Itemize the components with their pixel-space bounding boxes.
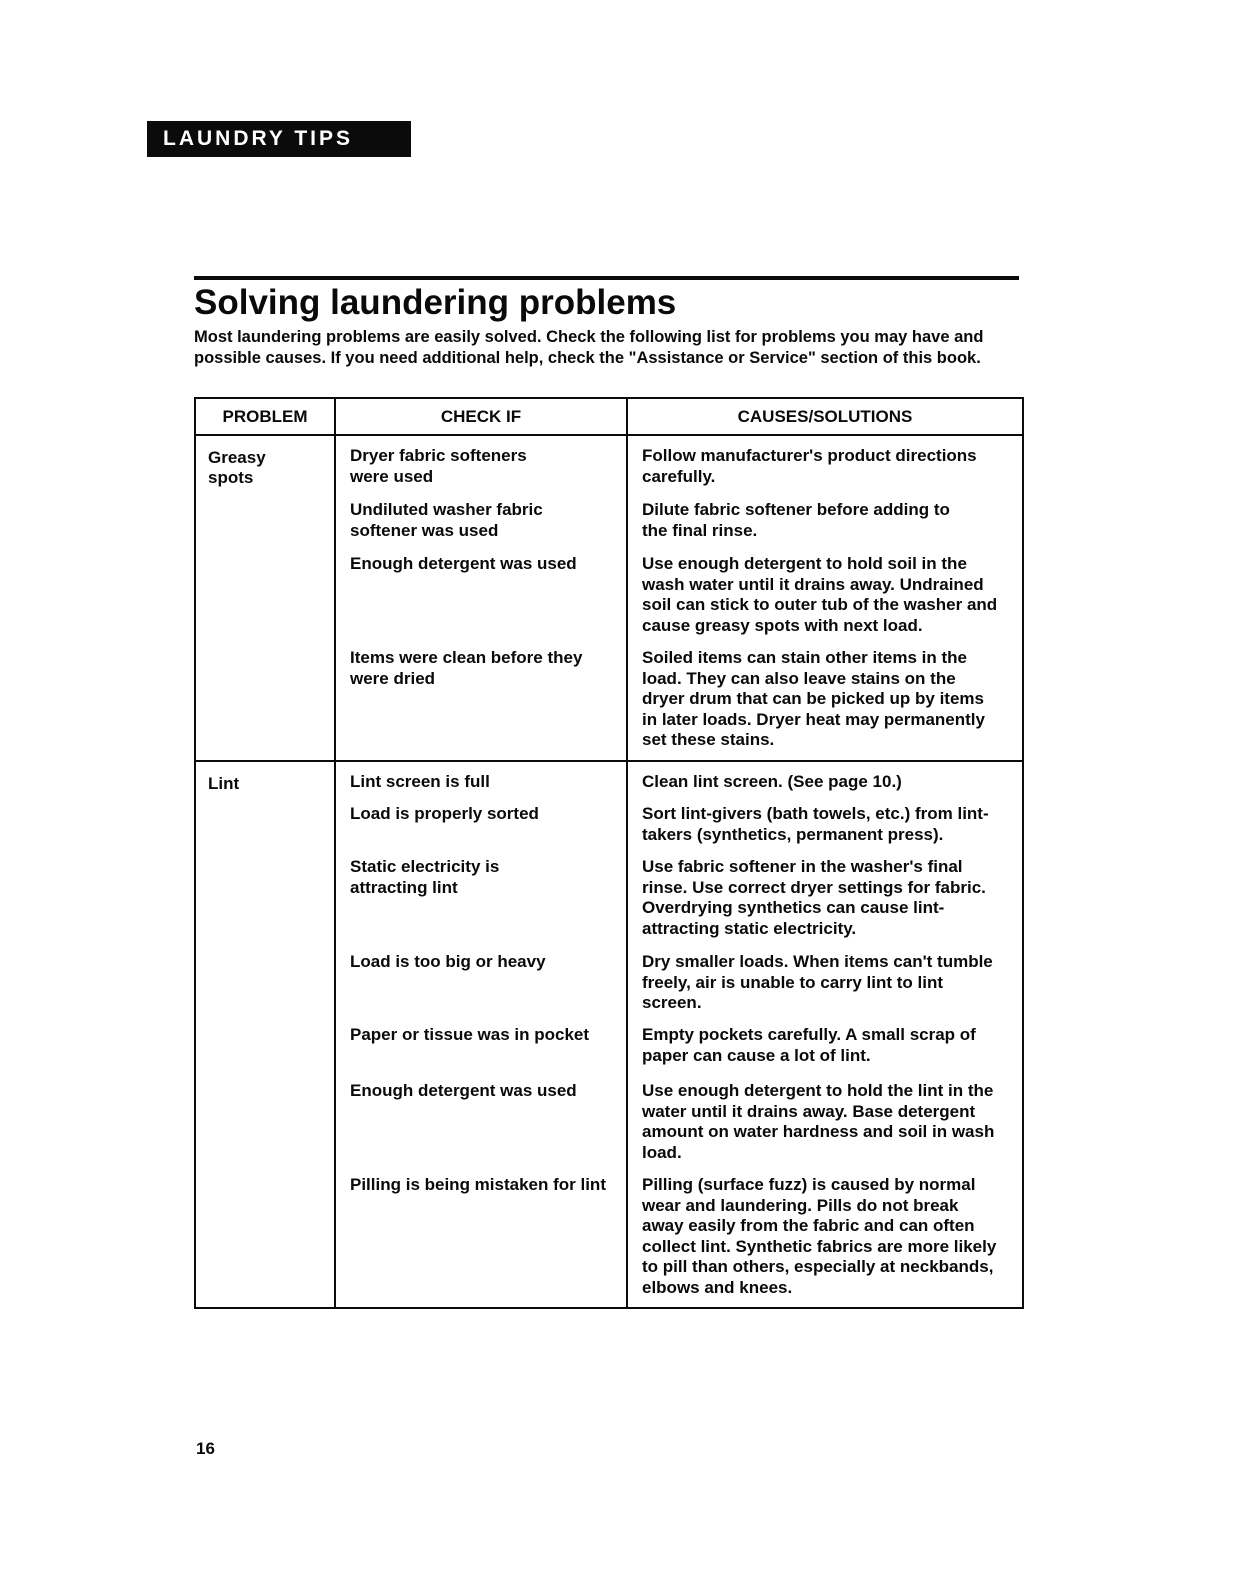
problem-cell (195, 435, 335, 761)
intro-paragraph: Most laundering problems are easily solved. Check the following list for problems you may have and possible causes. If you need additional help, check the "Assistance or Service" section of this book. (194, 328, 984, 367)
column-header-causes-solutions: CAUSES/SOLUTIONS (627, 398, 1023, 435)
solution-item: Dry smaller loads. When items can't tumble freely, air is unable to carry lint to lint screen. (642, 952, 993, 1013)
check-if-item: Lint screen is full (350, 772, 490, 791)
solution-item: Use enough detergent to hold the lint in the water until it drains away. Base detergent amount on water hardness and soil in wash load. (642, 1081, 995, 1162)
solution-item: Follow manufacturer's product directions carefully. (642, 446, 977, 486)
solution-item: Dilute fabric softener before adding to the final rinse. (642, 500, 950, 540)
table-header-row (195, 398, 1023, 435)
problem-cell (195, 761, 335, 1308)
solution-item: Sort lint-givers (bath towels, etc.) from lint- takers (synthetics, permanent press). (642, 804, 989, 844)
check-if-list (336, 762, 626, 1307)
page-title: Solving laundering problems (194, 283, 677, 322)
section-tab: LAUNDRY TIPS (147, 121, 411, 157)
problem-group-lint (195, 761, 1023, 1308)
column-header-check-if: CHECK IF (335, 398, 627, 435)
check-if-list (336, 436, 626, 760)
problem-name: Greasy spots (208, 448, 266, 487)
solution-item: Use fabric softener in the washer's final rinse. Use correct dryer settings for fabric. Overdrying synthetics can cause lint- attracting static electricity. (642, 857, 986, 938)
check-if-item: Items were clean before they were dried (350, 648, 583, 688)
check-if-item: Static electricity is attracting lint (350, 857, 500, 897)
solution-item: Clean lint screen. (See page 10.) (642, 772, 902, 791)
check-if-cell (335, 435, 627, 761)
causes-solutions-list (628, 436, 1022, 760)
check-if-item: Load is properly sorted (350, 804, 539, 823)
solution-item: Pilling (surface fuzz) is caused by normal wear and laundering. Pills do not break away easily from the fabric and can often collect lint. Synthetic fabrics are more likely to pill than others, especially at neckbands, elbows and knees. (642, 1175, 997, 1297)
title-rule (194, 276, 1019, 280)
solution-item: Empty pockets carefully. A small scrap of paper can cause a lot of lint. (642, 1025, 976, 1065)
problems-table (194, 397, 1024, 1309)
check-if-item: Paper or tissue was in pocket (350, 1025, 590, 1044)
check-if-item: Load is too big or heavy (350, 952, 546, 971)
check-if-cell (335, 761, 627, 1308)
solution-item: Soiled items can stain other items in the load. They can also leave stains on the dryer drum that can be picked up by items in later loads. Dryer heat may permanently set these stains. (642, 648, 985, 750)
check-if-item: Pilling is being mistaken for lint (350, 1175, 606, 1194)
causes-solutions-list (628, 762, 1022, 1307)
check-if-item: Undiluted washer fabric softener was used (350, 500, 543, 540)
check-if-item: Enough detergent was used (350, 554, 577, 573)
causes-solutions-cell (627, 435, 1023, 761)
check-if-item: Dryer fabric softeners were used (350, 446, 527, 486)
problem-name: Lint (208, 774, 240, 793)
check-if-item: Enough detergent was used (350, 1081, 577, 1100)
column-header-problem: PROBLEM (195, 398, 335, 435)
solution-item: Use enough detergent to hold soil in the wash water until it drains away. Undrained soil can stick to outer tub of the washer and cause greasy spots with next load. (642, 554, 998, 635)
problem-group-greasy-spots (195, 435, 1023, 761)
causes-solutions-cell (627, 761, 1023, 1308)
page-number: 16 (196, 1439, 215, 1458)
